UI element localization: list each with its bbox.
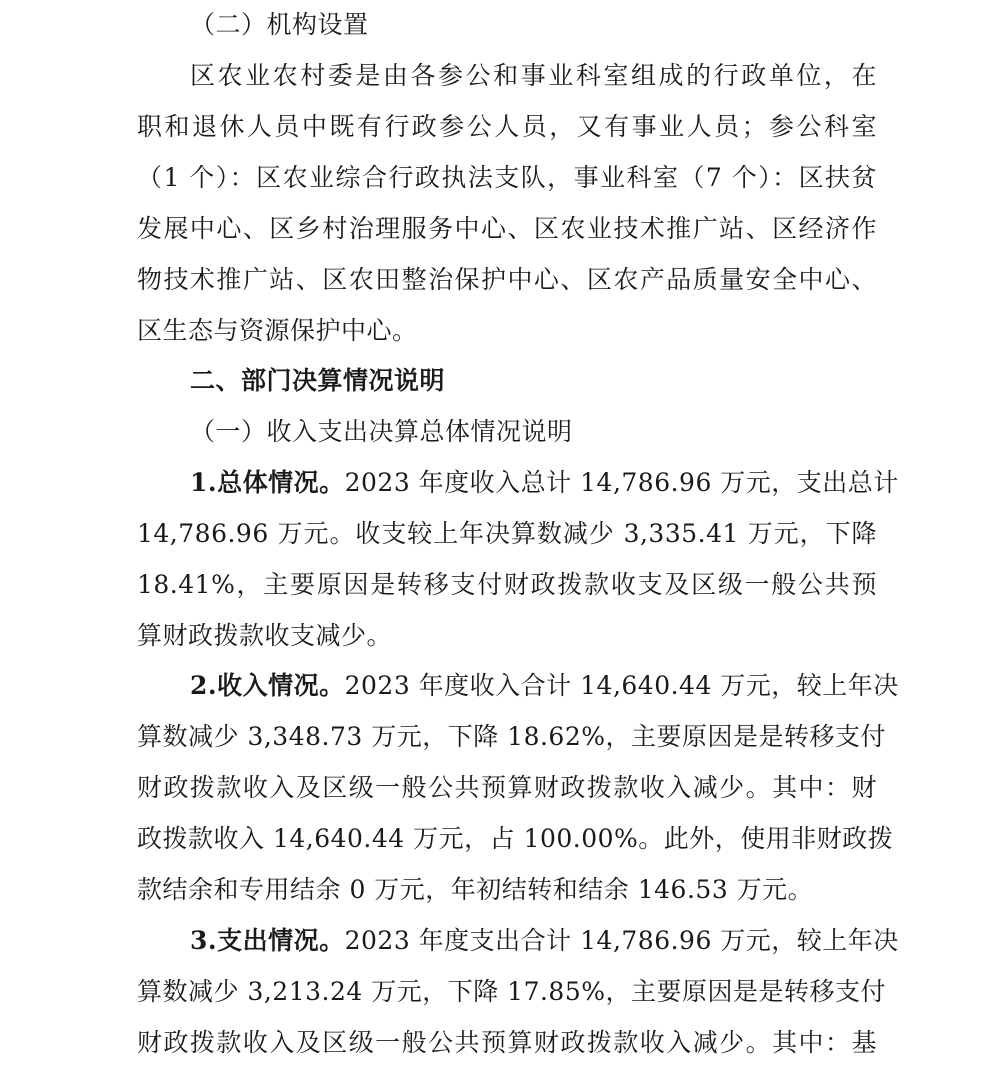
paragraph-text: 2023 年度支出合计 14,786.96 万元，较上年决: [344, 926, 899, 955]
section-heading: 二、部门决算情况说明: [190, 366, 446, 395]
paragraph-line: 发展中心、区乡村治理服务中心、区农业技术推广站、区经济作: [137, 214, 877, 243]
paragraph-line: [190, 458, 899, 508]
paragraph-line: 物技术推广站、区农田整治保护中心、区农产品质量安全中心、: [137, 265, 877, 294]
paragraph-line: [190, 916, 899, 966]
paragraph-line: 款结余和专用结余 0 万元，年初结转和结余 146.53 万元。: [137, 875, 814, 904]
paragraph-line: （1 个）：区农业综合行政执法支队，事业科室（7 个）：区扶贫: [137, 163, 877, 192]
lead-label-overall: 1.总体情况。: [190, 468, 345, 497]
paragraph-line: 算数减少 3,213.24 万元，下降 17.85%，主要原因是是转移支付: [137, 977, 886, 1006]
paragraph-line: 18.41%，主要原因是转移支付财政拨款收支及区级一般公共预: [137, 570, 877, 599]
paragraph-line: 财政拨款收入及区级一般公共预算财政拨款收入减少。其中：财: [137, 773, 877, 802]
paragraph-text: 2023 年度收入总计 14,786.96 万元，支出总计: [344, 468, 899, 497]
lead-label-income: 2.收入情况。: [190, 671, 345, 700]
paragraph-text: 2023 年度收入合计 14,640.44 万元，较上年决: [344, 671, 899, 700]
paragraph-line: 区生态与资源保护中心。: [137, 316, 418, 345]
paragraph-line: 政拨款收入 14,640.44 万元，占 100.00%。此外，使用非财政拨: [137, 824, 894, 853]
section-subheading-overview: （一）收入支出决算总体情况说明: [190, 417, 573, 446]
lead-label-expenditure: 3.支出情况。: [190, 926, 345, 955]
paragraph-line: 区农业农村委是由各参公和事业科室组成的行政单位，在: [190, 61, 877, 90]
paragraph-line: 财政拨款收入及区级一般公共预算财政拨款收入减少。其中：基: [137, 1028, 877, 1057]
section-subheading-institution: （二）机构设置: [190, 10, 369, 39]
paragraph-line: 职和退休人员中既有行政参公人员，又有事业人员；参公科室: [137, 112, 877, 141]
paragraph-line: 算财政拨款收支减少。: [137, 621, 393, 650]
paragraph-line: [190, 661, 899, 711]
paragraph-line: 14,786.96 万元。收支较上年决算数减少 3,335.41 万元，下降: [137, 519, 877, 548]
paragraph-line: 算数减少 3,348.73 万元，下降 18.62%，主要原因是是转移支付: [137, 722, 886, 751]
